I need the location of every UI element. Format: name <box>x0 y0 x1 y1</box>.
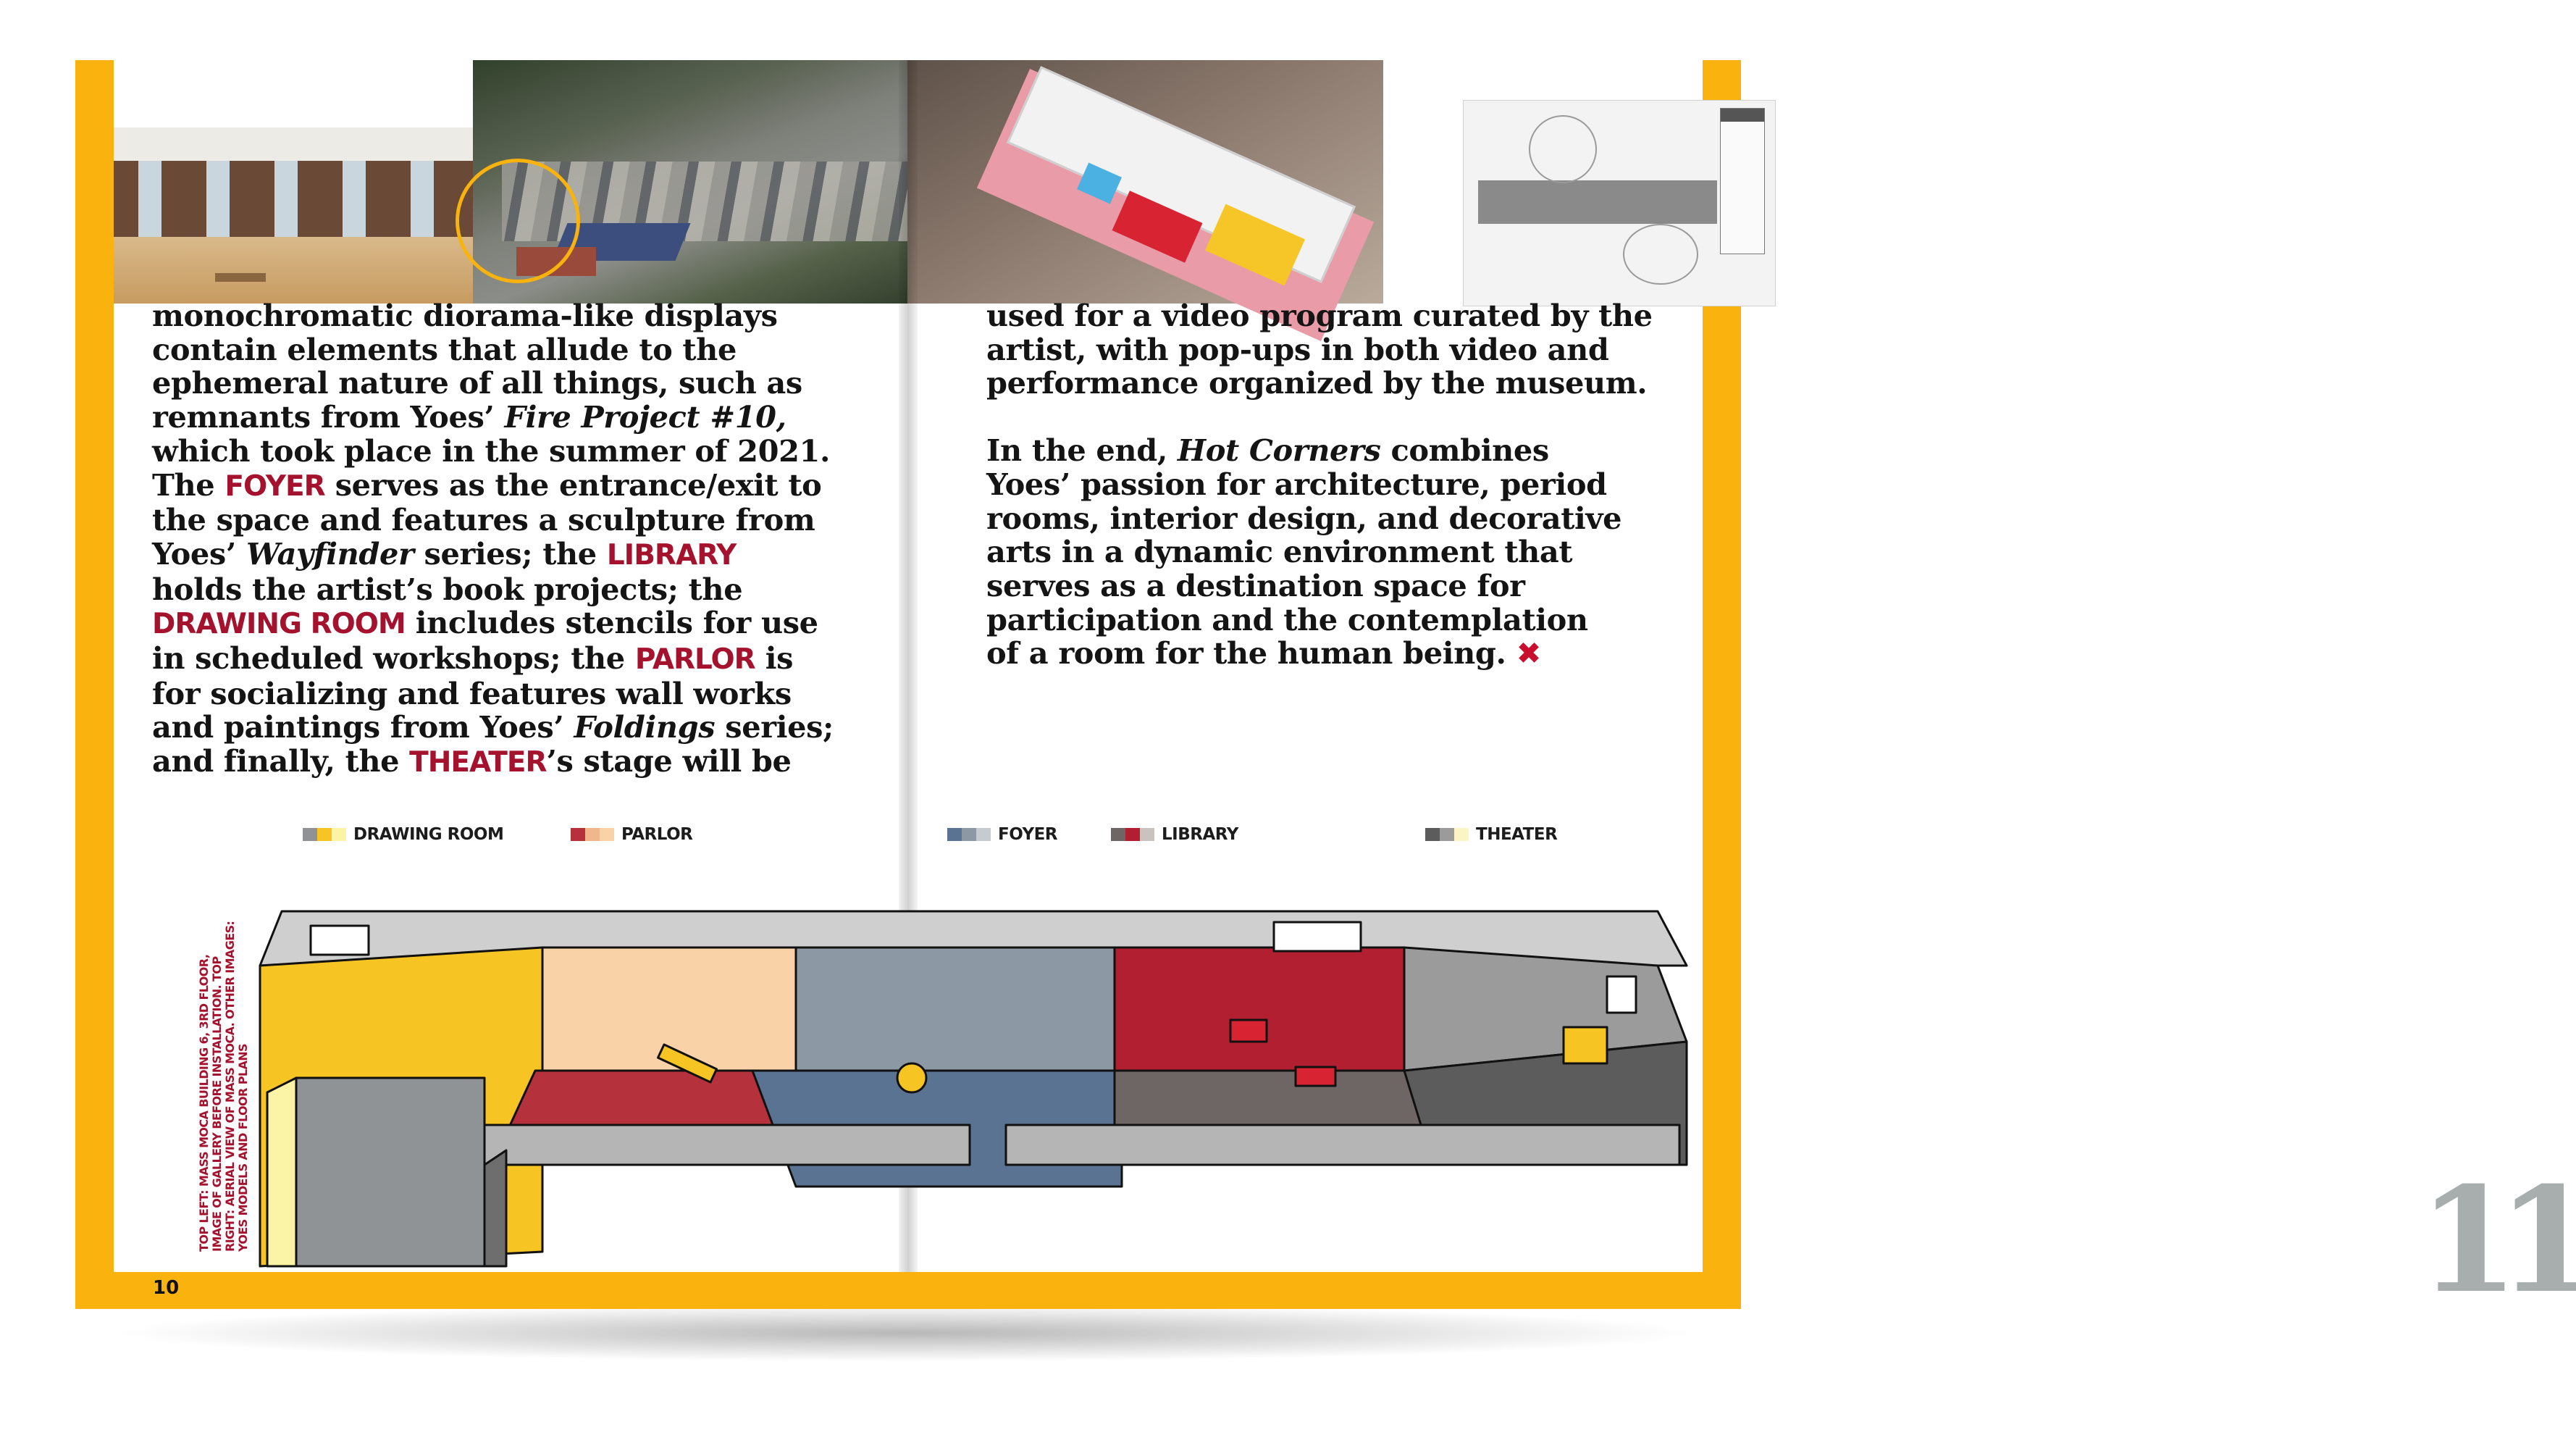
end-mark-icon: ✖ <box>1516 635 1541 672</box>
legend-label: LIBRARY <box>1162 825 1238 844</box>
text-run: remnants from Yoes’ <box>152 399 505 435</box>
window <box>1607 976 1636 1013</box>
front-wall-left <box>484 1125 970 1165</box>
spread-shadow <box>109 1304 1702 1362</box>
floor-plan-illustration <box>246 861 1752 1266</box>
text-run: is <box>755 640 794 677</box>
room-label-library: LIBRARY <box>606 538 737 572</box>
text-line <box>152 606 834 642</box>
legend-swatch <box>303 828 317 841</box>
page-number-left: 10 <box>153 1277 180 1299</box>
gallery-floor <box>114 237 473 304</box>
text-line: Yoes’ passion for architecture, period <box>986 466 1607 502</box>
text-line: arts in a dynamic environment that <box>986 534 1573 570</box>
legend-label: THEATER <box>1476 825 1558 844</box>
text-line: monochromatic diorama-like displays <box>152 298 778 333</box>
legend-label: PARLOR <box>621 825 693 844</box>
text-line: which took place in the summer of 2021. <box>152 432 831 469</box>
legend-label: DRAWING ROOM <box>353 825 504 844</box>
legend-theater <box>1425 826 1557 843</box>
legend-swatch <box>1440 828 1454 841</box>
text-run: ’s stage will be <box>546 743 792 779</box>
text-run: and paintings from Yoes’ <box>152 709 574 745</box>
legend-swatch <box>317 828 332 841</box>
paragraph-gap <box>986 401 1653 434</box>
text-run: serves as the entrance/exit to <box>324 467 822 503</box>
room-label-foyer: FOYER <box>225 469 325 503</box>
text-line: contain elements that allude to the <box>152 331 737 367</box>
artwork-title: Fire Project #10, <box>504 399 786 435</box>
text-line <box>152 469 834 504</box>
legend-swatch <box>1111 828 1125 841</box>
legend-foyer <box>947 826 1057 843</box>
legend-swatch <box>332 828 346 841</box>
text-run: Yoes’ <box>152 535 246 572</box>
legend-swatch <box>1140 828 1154 841</box>
legend-drawing-room <box>303 826 503 843</box>
text-line: performance organized by the museum. <box>986 365 1648 401</box>
text-line: used for a video program curated by the <box>986 298 1653 333</box>
aerial-photo <box>473 60 948 304</box>
artwork-title: Foldings <box>574 709 716 745</box>
text-run: of a room for the human being. <box>986 635 1506 672</box>
text-line <box>152 745 834 780</box>
library-bench <box>1230 1020 1267 1042</box>
text-line: participation and the contemplation <box>986 601 1588 637</box>
text-line <box>152 642 834 677</box>
text-line: holds the artist’s book projects; the <box>152 571 743 607</box>
title-block-header <box>1721 109 1764 122</box>
legend-swatch <box>947 828 962 841</box>
library-wall <box>1115 947 1404 1071</box>
magazine-spread <box>75 60 2576 1326</box>
text-run: in scheduled workshops; the <box>152 640 635 677</box>
text-line: artist, with pop-ups in both video and <box>986 331 1609 367</box>
model-photo <box>907 60 1383 304</box>
text-run: The <box>152 467 225 503</box>
drawing-room-corridor <box>296 1078 484 1266</box>
legend-swatch <box>600 828 614 841</box>
legend-swatch <box>585 828 600 841</box>
text-line <box>152 537 834 573</box>
text-line <box>152 711 834 745</box>
text-run: includes stencils for use <box>405 605 818 641</box>
front-wall-left-face <box>484 1150 506 1266</box>
text-line <box>152 401 834 435</box>
drawing-room-wall <box>267 1078 296 1266</box>
text-line: rooms, interior design, and decorative <box>986 500 1622 536</box>
legend-swatch <box>571 828 585 841</box>
page-number-right: 11 <box>2418 1155 2576 1326</box>
window <box>1274 922 1361 951</box>
floor-plan-sketch <box>1463 100 1776 306</box>
theater-stage <box>1564 1027 1607 1063</box>
legend-swatch <box>1454 828 1469 841</box>
sketch-circle <box>1623 224 1698 285</box>
right-text-column <box>986 299 1653 671</box>
left-text-column <box>152 299 834 780</box>
text-line: ephemeral nature of all things, such as <box>152 365 802 401</box>
legend-parlor <box>571 826 692 843</box>
gallery-bench <box>215 273 266 282</box>
legend-swatch <box>962 828 976 841</box>
legend-swatch <box>976 828 991 841</box>
legend-swatch <box>1425 828 1440 841</box>
sketch-circle <box>1529 115 1597 183</box>
text-run: combines <box>1380 432 1549 469</box>
title-block <box>1720 108 1765 254</box>
text-run: series; the <box>414 535 607 572</box>
gallery-ceiling <box>114 127 473 161</box>
legend-label: FOYER <box>998 825 1058 844</box>
foyer-wall <box>796 947 1115 1071</box>
foyer-table <box>897 1063 926 1092</box>
front-wall-right <box>1006 1125 1679 1165</box>
text-line: the space and features a sculpture from <box>152 502 815 538</box>
text-line <box>986 434 1653 468</box>
legend-library <box>1111 826 1238 843</box>
exhibition-title: Hot Corners <box>1177 432 1381 469</box>
room-label-drawing-room: DRAWING ROOM <box>152 608 406 641</box>
text-run: series; <box>715 709 834 745</box>
highlight-circle <box>456 159 580 283</box>
photo-caption: TOP LEFT: MASS MOCA BUILDING 6, 3RD FLOOR, IMAGE OF GALLERY BEFORE INSTALLATION. TOP RIGHT: AERIAL VIEW OF MASS MOCA. OTHER IMAGES: YOES MODELS AND FLOOR PLANS <box>197 921 250 1252</box>
text-line <box>986 637 1653 671</box>
text-run: In the end, <box>986 432 1178 469</box>
window <box>311 926 369 955</box>
room-label-parlor: PARLOR <box>634 643 755 677</box>
sketch-wall <box>1478 180 1717 224</box>
room-label-theater: THEATER <box>409 746 547 779</box>
text-line: serves as a destination space for <box>986 567 1525 603</box>
artwork-title: Wayfinder <box>246 535 414 572</box>
text-run: and finally, the <box>152 743 410 779</box>
legend-swatch <box>1125 828 1140 841</box>
gallery-photo <box>114 127 473 304</box>
library-bench <box>1296 1067 1335 1086</box>
text-line: for socializing and features wall works <box>152 675 792 711</box>
